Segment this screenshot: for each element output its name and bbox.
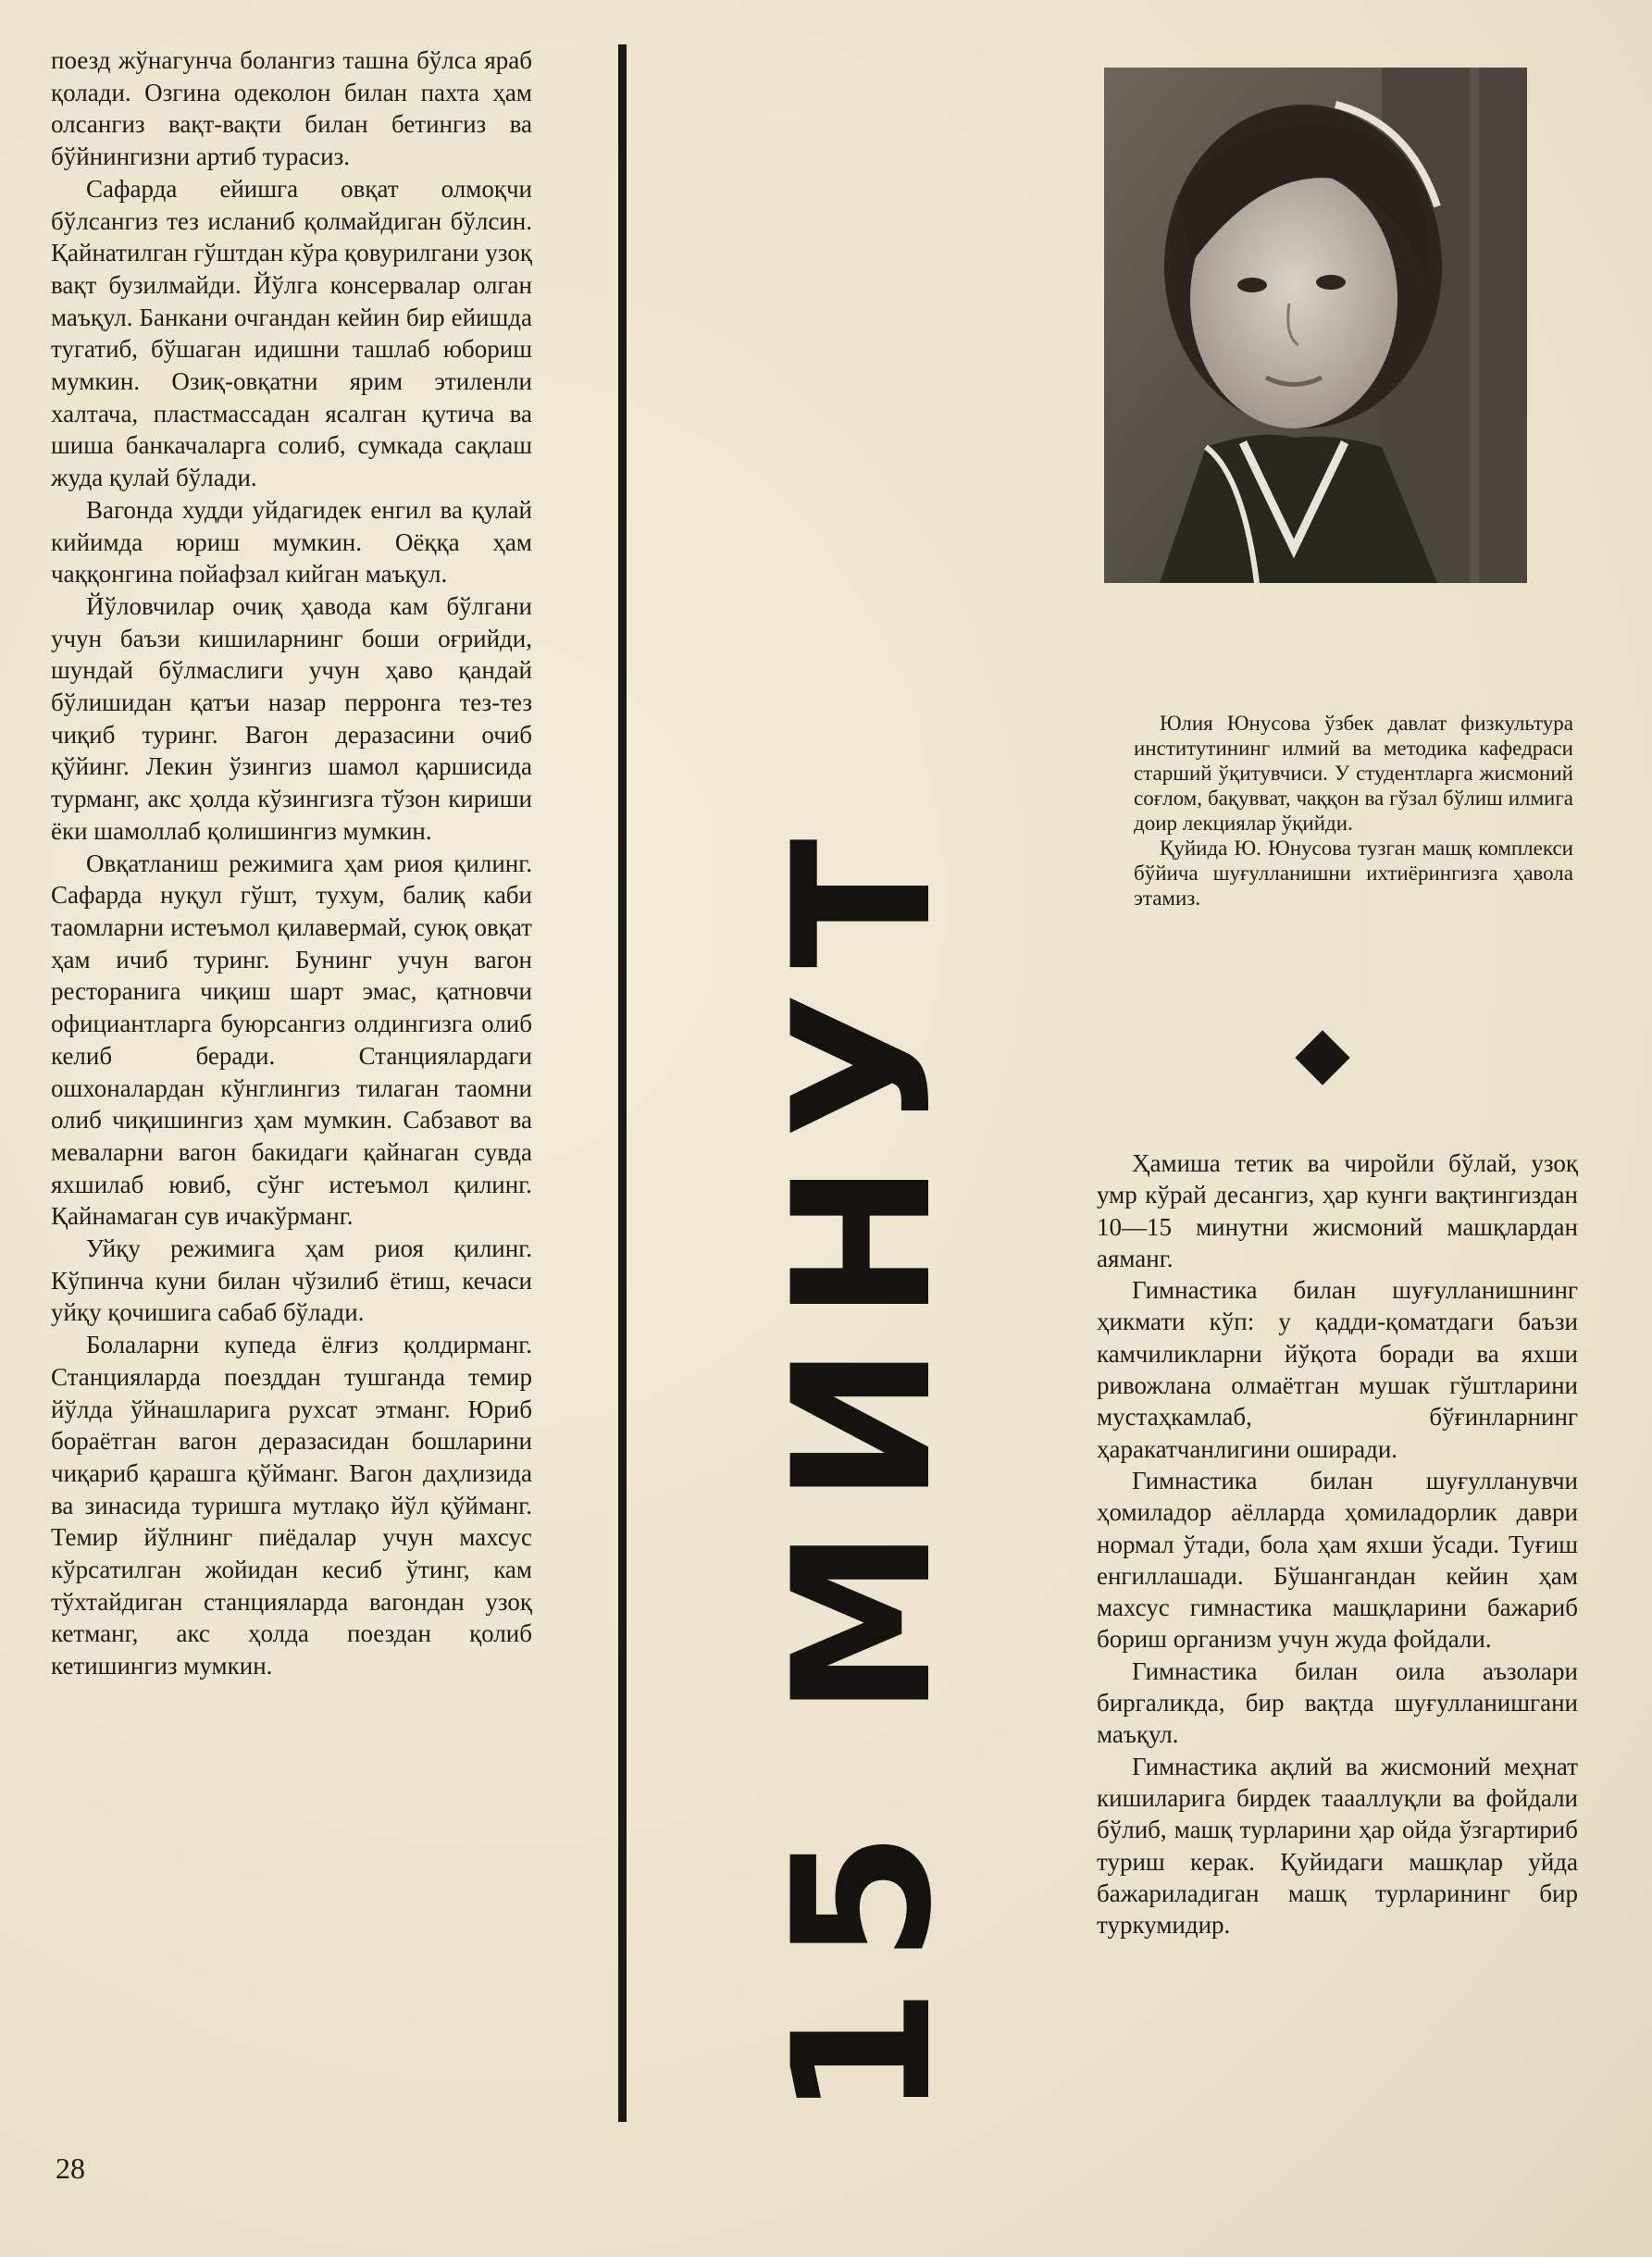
paragraph: Гимнастика билан оила аъзолари биргаликда, бир вақтда шуғулланишгани маъқул. — [1097, 1656, 1578, 1749]
paragraph: Ҳамиша тетик ва чиройли бўлай, узоқ умр кўрай десангиз, ҳар кунги вақтингиздан 10—15 минутни жисмоний машқлардан аяманг. — [1097, 1149, 1578, 1272]
paragraph: Гимнастика билан шуғулланишнинг ҳикмати кўп: у қадди-қоматдаги баъзи камчиликларни йўқота боради ва яхши ривожлана олмаётган мушак гўштларини мустаҳкамлаб, бўғинларнинг ҳаракатчанлигини оширади. — [1097, 1276, 1578, 1463]
page-number: 28 — [56, 2152, 85, 2185]
paragraph: поезд жўнагунча болангиз ташна бўлса яраб қолади. Озгина одеколон билан пахта ҳам олсангиз вақт-вақти билан бетингиз ва бўйнингизни артиб турасиз. — [51, 46, 532, 171]
paragraph: Сафарда ейишга овқат олмоқчи бўлсангиз тез исланиб қолмайдиган бўлсин. Қайнатилган гўштдан кўра қовурилгани узоқ вақт бузилмайди. Йўлга консервалар олган маъқул. Банкани очгандан кейин бир ейишда тугатиб, бўшаган идишни ташлаб юбориш мумкин. Озиқ-овқатни ярим этиленли халтача, пластмассадан ясалган қутича ва шиша банкачаларга солиб, сумкада сақлаш жуда қулай бўлади. — [51, 174, 532, 492]
paragraph: Овқатланиш режимига ҳам риоя қилинг. Сафарда нуқул гўшт, тухум, балиқ каби таомларни истеъмол қилавермай, суюқ овқат ҳам ичиб туринг. Бунинг учун вагон ресторанига чиқиш шарт эмас, қатновчи официантларга буюрсангиз олдингизга олиб келиб беради. Станциялардаги ошхоналардан кўнглингиз тилаган таомни олиб чиқишингиз ҳам мумкин. Сабзавот ва меваларни вагон бакидаги қайнаган сувда яхшилаб ювиб, сўнг истеъмол қилинг. Қайнамаган сув ичакўрманг. — [51, 849, 532, 1231]
portrait-image — [1104, 68, 1527, 583]
right-article-column — [1097, 1147, 1578, 1941]
photo-caption — [1134, 711, 1573, 911]
title-container — [753, 305, 974, 2119]
vertical-rule — [618, 44, 627, 2122]
paragraph: Вагонда худди уйдагидек енгил ва қулай кийимда юриш мумкин. Оёққа ҳам чаққонгина пойафзал кийган маъқул. — [51, 495, 532, 589]
portrait-photo — [1104, 68, 1527, 583]
paragraph: Гимнастика билан шуғулланувчи ҳомиладор аёлларда ҳомиладорлик даври нормал ўтади, бола ҳам яхши ўсади. Туғиш енгиллашади. Бўшангандан кейин ҳам махсус гимнастика машқларини бажариб бориш организм учун жуда фойдали. — [1097, 1466, 1578, 1654]
left-article-column — [51, 44, 532, 1682]
paragraph: Болаларни купеда ёлғиз қолдирманг. Станцияларда поезддан тушганда темир йўлда ўйнашларига рухсат этманг. Юриб бораётган вагон деразасидан бошларини чиқариб қарашга қўйманг. Вагон даҳлизида ва зинасида туришга мутлақо йўл қўйманг. Темир йўлнинг пиёдалар учун махсус кўрсатилган жойидан кесиб ўтинг, кам тўхтайдиган станцияларда вагондан узоқ кетманг, акс ҳолда поездан қолиб кетишингиз мумкин. — [51, 1331, 532, 1680]
paragraph: Уйқу режимига ҳам риоя қилинг. Кўпинча куни билан чўзилиб ётиш, кечаси уйқу қочишига сабаб бўлади. — [51, 1234, 532, 1327]
caption-paragraph: Қуйида Ю. Юнусова тузган машқ комплекси бўйича шуғулланишни ихтиёрингизга ҳавола этамиз. — [1134, 837, 1573, 910]
diamond-ornament-icon — [1295, 1030, 1349, 1085]
article-title: 15 МИНУТ — [753, 814, 974, 2119]
paragraph: Йўловчилар очиқ ҳавода кам бўлгани учун баъзи кишиларнинг боши оғрийди, шундай бўлмаслиги учун ҳаво қандай бўлишидан қатъи назар перронга тез-тез чиқиб туринг. Вагон деразасини очиб қўйинг. Лекин ўзингиз шамол қаршисида турманг, акс ҳолда кўзингизга тўзон кириши ёки шамоллаб қолишингиз мумкин. — [51, 591, 532, 845]
paragraph: Гимнастика ақлий ва жисмоний меҳнат кишиларига бирдек таааллуқли ва фойдали бўлиб, машқ турларини ҳар ойда ўзгартириб туриш керак. Қуйидаги машқлар уйда бажариладиган машқ турларининг бир туркумидир. — [1097, 1752, 1578, 1940]
caption-paragraph: Юлия Юнусова ўзбек давлат физкультура институтининг илмий ва методика кафедраси старший ўқитувчиси. У студентларга жисмоний соғлом, бақувват, чаққон ва гўзал бўлиш илмига доир лекциялар ўқийди. — [1134, 712, 1573, 835]
